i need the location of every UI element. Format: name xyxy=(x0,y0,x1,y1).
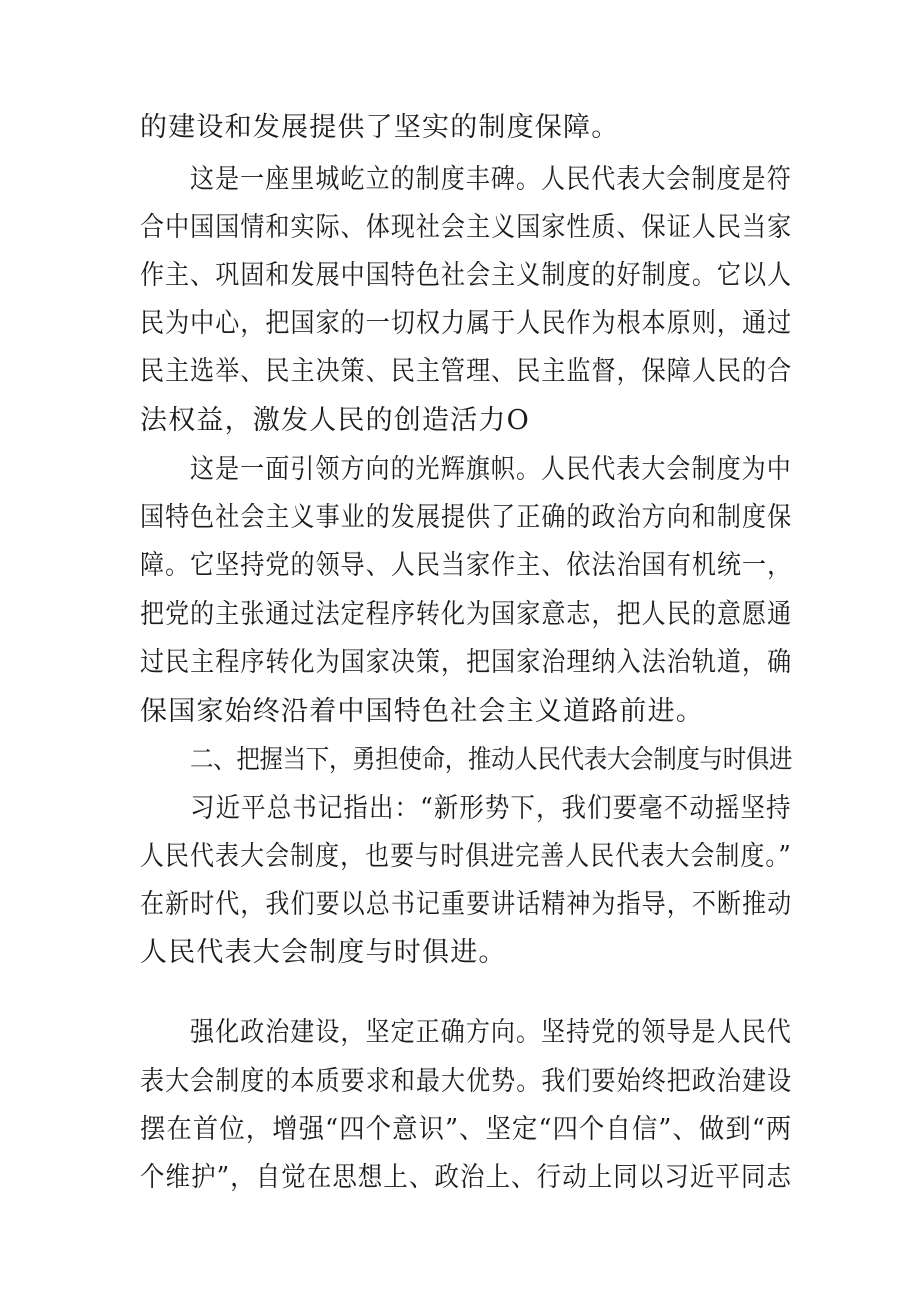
text-line: 表大会制度的本质要求和最大优势。我们要始终把政治建设 xyxy=(140,1066,793,1097)
text-line: 国特色社会主义事业的发展提供了正确的政治方向和制度保 xyxy=(140,502,793,533)
paragraph-first-line: 习近平总书记指出：“新形势下，我们要毫不动摇坚持 xyxy=(190,793,792,824)
text-line: 人民代表大会制度与时俱进。 xyxy=(140,937,507,968)
text-line: 摆在首位，增强“四个意识”、坚定“四个自信”、做到“两 xyxy=(140,1114,793,1145)
paragraph-first-line: 强化政治建设，坚定正确方向。坚持党的领导是人民代 xyxy=(190,1017,792,1048)
paragraph-first-line: 这是一座里城屹立的制度丰碑。人民代表大会制度是符 xyxy=(190,164,792,195)
text-line: 的建设和发展提供了坚实的制度保障。 xyxy=(140,112,620,143)
text-line: 合中国国情和实际、体现社会主义国家性质、保证人民当家 xyxy=(140,212,793,243)
text-line: 人民代表大会制度，也要与时俱进完善人民代表大会制度。” xyxy=(140,841,792,872)
text-line: 障。它坚持党的领导、人民当家作主、依法治国有机统一， xyxy=(140,550,793,581)
paragraph-first-line: 这是一面引领方向的光辉旗帜。人民代表大会制度为中 xyxy=(190,454,792,485)
text-line: 法权益，激发人民的创造活力O xyxy=(140,405,530,436)
text-line: 民主选举、民主决策、民主管理、民主监督，保障人民的合 xyxy=(140,356,793,387)
section-heading: 二、把握当下，勇担使命，推动人民代表大会制度与时俱进 xyxy=(190,745,793,775)
text-line: 在新时代，我们要以总书记重要讲话精神为指导，不断推动 xyxy=(140,889,793,920)
text-line: 作主、巩固和发展中国特色社会主义制度的好制度。它以人 xyxy=(140,260,793,291)
text-line: 把党的主张通过法定程序转化为国家意志，把人民的意愿通 xyxy=(140,599,793,630)
text-line: 过民主程序转化为国家决策，把国家治理纳入法治轨道，确 xyxy=(140,647,793,678)
text-line: 民为中心，把国家的一切权力属于人民作为根本原则，通过 xyxy=(140,308,793,339)
text-line: 保国家始终沿着中国特色社会主义道路前进。 xyxy=(140,696,704,727)
text-line: 个维护”，自觉在思想上、政治上、行动上同以习近平同志 xyxy=(140,1162,793,1193)
